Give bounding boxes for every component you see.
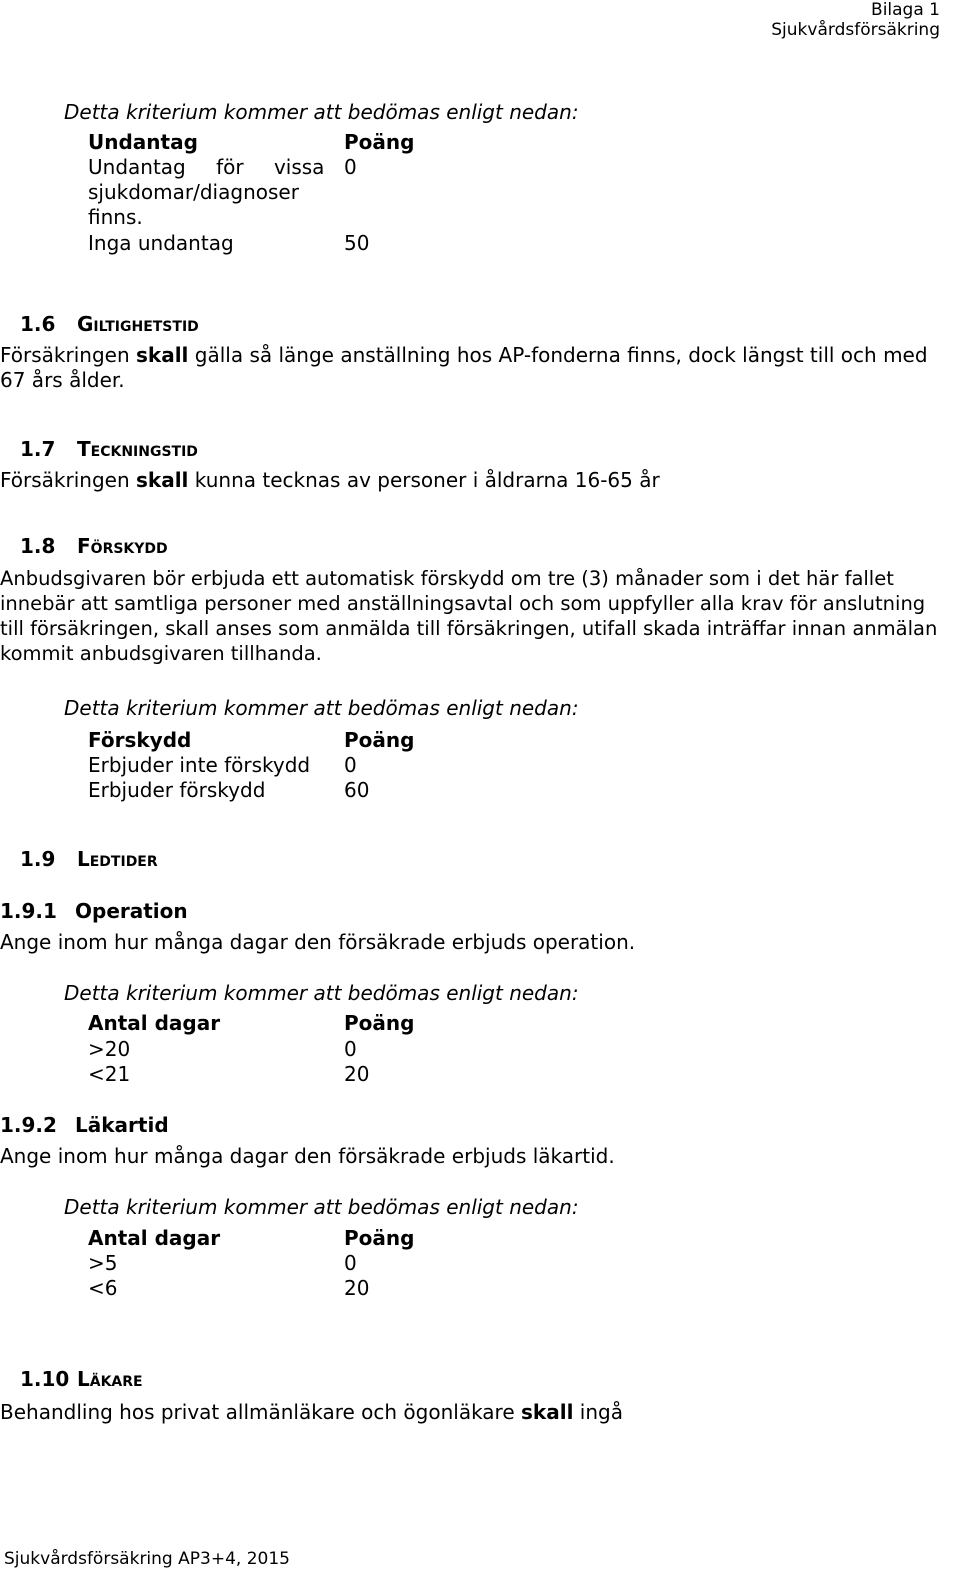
points-column-header: Poäng xyxy=(344,1011,415,1035)
section-title: Läkare xyxy=(77,1367,143,1391)
section-number: 1.6 xyxy=(20,312,56,336)
header-attachment-label: Bilaga 1 xyxy=(871,0,940,20)
exception-row1-label-line1 xyxy=(88,154,325,180)
exception-row1-points: 0 xyxy=(344,155,357,179)
section-1-9-2-heading xyxy=(0,1112,169,1138)
text: gälla så länge anställning hos AP-fonderna finns, dock längst till och med 67 års ålder. xyxy=(0,343,928,392)
emphasis: skall xyxy=(136,468,189,492)
page-footer: Sjukvårdsförsäkring AP3+4, 2015 xyxy=(4,1549,290,1569)
emphasis: skall xyxy=(136,343,189,367)
section-1-7-body xyxy=(0,467,660,493)
coverage-row1-points: 0 xyxy=(344,753,357,777)
days-column-header: Antal dagar xyxy=(88,1226,221,1250)
doctor-row1-points: 0 xyxy=(344,1251,357,1275)
section-1-6-heading xyxy=(20,311,199,337)
coverage-row2-label: Erbjuder förskydd xyxy=(88,778,266,802)
emphasis: skall xyxy=(521,1400,574,1424)
doctor-row2-label: <6 xyxy=(88,1276,118,1300)
operation-row1-label: >20 xyxy=(88,1037,131,1061)
section-1-8-heading xyxy=(20,533,168,559)
exception-row1-text: Undantag för vissa xyxy=(88,155,325,179)
exception-row1-label-line3: finns. xyxy=(88,205,143,229)
section-number: 1.9 xyxy=(20,847,56,871)
section-number: 1.9.2 xyxy=(0,1113,57,1137)
exception-column-header: Undantag xyxy=(88,130,198,154)
section-title: Ledtider xyxy=(77,847,158,871)
section-number: 1.9.1 xyxy=(0,899,57,923)
exception-row2-label: Inga undantag xyxy=(88,231,234,255)
text: kunna tecknas av personer i åldrarna 16-65 år xyxy=(188,468,660,492)
criteria-intro-2: Detta kriterium kommer att bedömas enligt nedan: xyxy=(64,696,579,720)
section-title: Giltighetstid xyxy=(77,312,199,336)
text: Försäkringen xyxy=(0,343,136,367)
section-1-6-body xyxy=(0,343,945,393)
coverage-column-header: Förskydd xyxy=(88,728,192,752)
section-title: Operation xyxy=(75,899,188,923)
points-column-header: Poäng xyxy=(344,130,415,154)
coverage-row1-label: Erbjuder inte förskydd xyxy=(88,753,311,777)
doctor-row1-label: >5 xyxy=(88,1251,118,1275)
criteria-intro-3: Detta kriterium kommer att bedömas enligt nedan: xyxy=(64,981,579,1005)
section-1-9-2-body: Ange inom hur många dagar den försäkrade erbjuds läkartid. xyxy=(0,1144,615,1168)
section-number: 1.7 xyxy=(20,437,56,461)
coverage-row2-points: 60 xyxy=(344,778,370,802)
doctor-row2-points: 20 xyxy=(344,1276,370,1300)
section-1-8-body: Anbudsgivaren bör erbjuda ett automatisk förskydd om tre (3) månader som i det här fallet innebär att samtliga personer med anställningsavtal och som uppfyller alla krav för anslutning till försäkringen, skall anses som anmälda till försäkringen, utifall skada inträffar innan anmälan kommit anbudsgivaren tillhanda. xyxy=(0,567,938,665)
section-1-7-heading xyxy=(20,436,198,462)
criteria-intro-1: Detta kriterium kommer att bedömas enligt nedan: xyxy=(64,100,579,124)
exception-row2-points: 50 xyxy=(344,231,370,255)
section-title: Förskydd xyxy=(77,534,168,558)
operation-row2-points: 20 xyxy=(344,1062,370,1086)
section-number: 1.10 xyxy=(20,1367,70,1391)
section-1-10-body xyxy=(0,1399,623,1425)
section-title: Teckningstid xyxy=(77,437,198,461)
text: ingå xyxy=(573,1400,623,1424)
criteria-intro-4: Detta kriterium kommer att bedömas enligt nedan: xyxy=(64,1195,579,1219)
section-1-10-heading xyxy=(20,1366,143,1392)
points-column-header: Poäng xyxy=(344,728,415,752)
days-column-header: Antal dagar xyxy=(88,1011,221,1035)
operation-row2-label: <21 xyxy=(88,1062,131,1086)
section-1-9-1-heading xyxy=(0,898,188,924)
points-column-header: Poäng xyxy=(344,1226,415,1250)
operation-row1-points: 0 xyxy=(344,1037,357,1061)
section-title: Läkartid xyxy=(75,1113,169,1137)
text: Försäkringen xyxy=(0,468,136,492)
exception-row1-label-line2: sjukdomar/diagnoser xyxy=(88,180,299,204)
section-1-9-1-body: Ange inom hur många dagar den försäkrade erbjuds operation. xyxy=(0,930,636,954)
section-1-9-heading xyxy=(20,846,158,872)
header-document-title: Sjukvårdsförsäkring xyxy=(771,20,940,40)
text: Behandling hos privat allmänläkare och ögonläkare xyxy=(0,1400,522,1424)
section-number: 1.8 xyxy=(20,534,56,558)
